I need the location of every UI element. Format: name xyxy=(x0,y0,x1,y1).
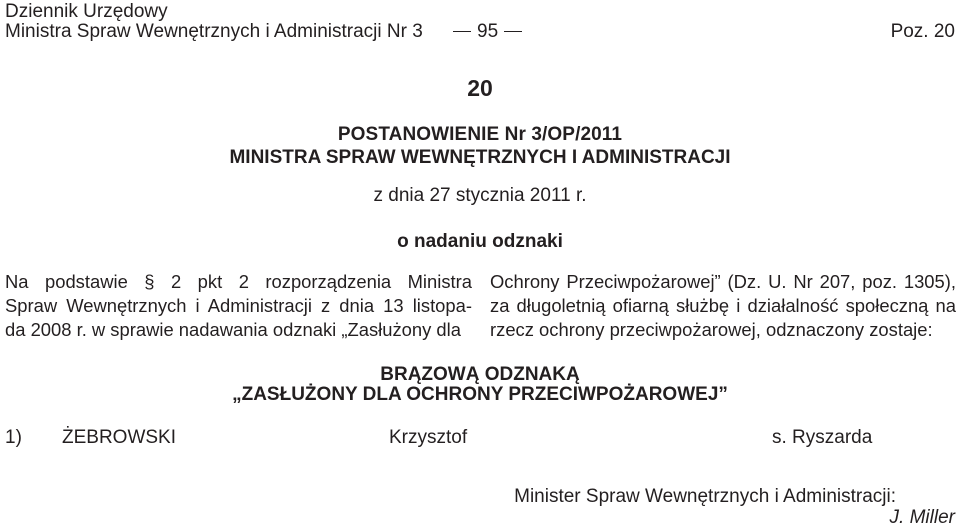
signatory-name: J. Miller xyxy=(889,507,955,528)
page-number-value: 95 xyxy=(477,21,499,42)
document-date: z dnia 27 stycznia 2011 r. xyxy=(373,185,587,206)
body-line: da 2008 r. w sprawie nadawania odznaki „Zasłużony dla xyxy=(5,319,461,340)
position-number: Poz. 20 xyxy=(890,21,955,42)
recipient-first-name: Krzysztof xyxy=(389,427,468,448)
journal-ministry-issue: Ministra Spraw Wewnętrznych i Administracji Nr 3 xyxy=(5,21,423,42)
document-number: 20 xyxy=(467,75,493,101)
recipient-surname: ŻEBROWSKI xyxy=(62,427,177,448)
document-title: POSTANOWIENIE Nr 3/OP/2011 xyxy=(337,124,623,145)
signatory-role: Minister Spraw Wewnętrznych i Administracji: xyxy=(514,486,896,507)
dash-left xyxy=(453,31,471,32)
body-line: za długoletnią ofiarną służbę i działalność społeczną na xyxy=(490,295,956,316)
dash-right xyxy=(504,31,522,32)
recipient-number: 1) xyxy=(5,427,22,448)
body-line: Spraw Wewnętrznych i Administracji z dnia 13 listopa- xyxy=(5,295,472,316)
journal-name: Dziennik Urzędowy xyxy=(5,1,168,22)
recipient-father-name: s. Ryszarda xyxy=(772,427,873,448)
document-subject: o nadaniu odznaki xyxy=(397,231,563,252)
award-name: BRĄZOWĄ ODZNAKĄ xyxy=(380,364,580,385)
body-column-left xyxy=(5,270,472,342)
body-line: rzecz ochrony przeciwpożarowej, odznaczony zostaje: xyxy=(490,319,933,340)
body-line: Na podstawie § 2 pkt 2 rozporządzenia Ministra xyxy=(5,271,472,292)
document-issuer: MINISTRA SPRAW WEWNĘTRZNYCH I ADMINISTRACJI xyxy=(229,147,731,168)
award-title: „ZASŁUŻONY DLA OCHRONY PRZECIWPOŻAROWEJ” xyxy=(232,384,728,405)
page-number xyxy=(447,21,513,43)
body-column-right xyxy=(490,270,956,342)
body-line: Ochrony Przeciwpożarowej” (Dz. U. Nr 207, poz. 1305), xyxy=(490,271,956,292)
